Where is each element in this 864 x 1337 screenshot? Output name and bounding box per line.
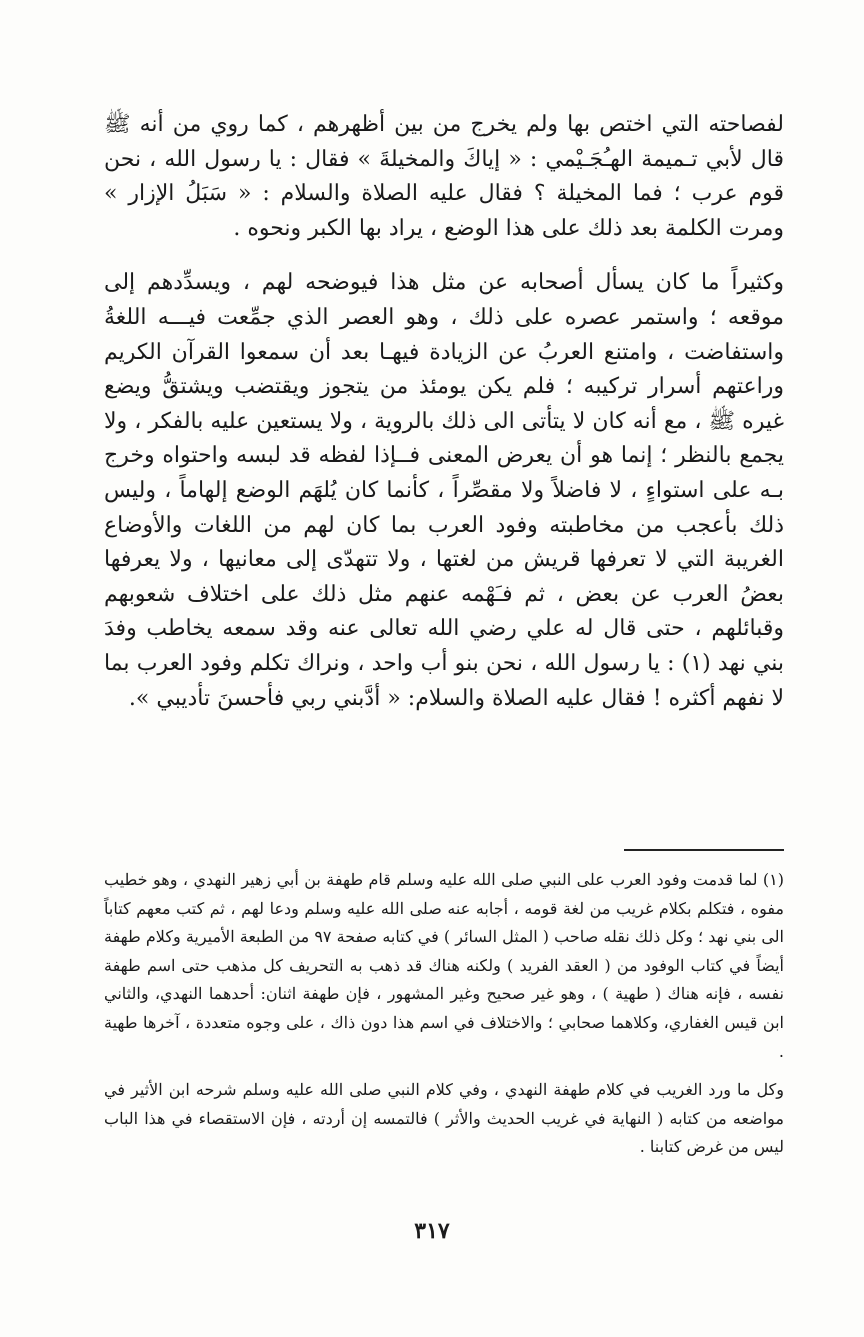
footnotes bbox=[104, 866, 784, 1162]
footnote-2: وكل ما ورد الغريب في كلام طهفة النهدي ، وفي كلام النبي صلى الله عليه وسلم شرحه ابن الأثير في مواضعه من كتابه ( النهاية في غريب الحديث والأثر ) فالتمسه إن أردته ، فإن الاستقصاء في هذا الباب ليس من غرض كتابنا . bbox=[104, 1080, 784, 1157]
footnote-divider bbox=[624, 849, 784, 851]
paragraph-2: وكثيراً ما كان يسأل أصحابه عن مثل هذا فيوضحه لهم ، ويسدِّدهم إلى موقعه ؛ واستمر عصره على ذلك ، وهو العصر الذي جمِّعت فيـــه اللغةُ واستفاضت ، وامتنع العربُ عن الزيادة فيهـا بعد أن سمعوا القرآن الكريم وراعتهم أسرار تركيبه ؛ فلم يكن يومئذ من يتجوز ويقتضب ويشتقُّ ويضع غيره ﷺ ، مع أنه كان لا يتأتى الى ذلك بالروية ، ولا يستعين عليه بالفكر ، ولا يجمع بالنظر ؛ إنما هو أن يعرض المعنى فــإذا لفظه قد لبسه واحتواه وخرج بـه على استواءٍ ، لا فاضلاً ولا مقصِّراً ، كأنما كان يُلهَم الوضع إلهاماً ، وليس ذلك بأعجب من مخاطبته وفود العرب بما كان لهم من اللغات والأوضاع الغريبة التي لا تعرفها قريش من لغتها ، ولا تتهدّى إلى معانيها ، ولا يعرفها بعضُ العرب عن بعض ، ثم فـَهْمه عنهم مثل ذلك على اختلاف شعوبهم وقبائلهم ، حتى قال له علي رضي الله تعالى عنه وقد سمعه يخاطب وفدَ بني نهد (١) : يا رسول الله ، نحن بنو أب واحد ، ونراك تكلم وفود العرب بما لا نفهم أكثره ! فقال عليه الصلاة والسلام: « أدَّبني ربي فأحسنَ تأديبي ». bbox=[104, 270, 784, 711]
main-text bbox=[104, 108, 784, 716]
paragraph-1: لفصاحته التي اختص بها ولم يخرج من بين أظهرهم ، كما روي من أنه ﷺ قال لأبي تـميمة الهـُجَـيْمي : « إياكَ والمخيلةَ » فقال : يا رسول الله ، نحن قوم عرب ؛ فما المخيلة ؟ فقال عليه الصلاة والسلام : « سَبَلُ الإزار » ومرت الكلمة بعد ذلك على هذا الوضع ، يراد بها الكبر ونحوه . bbox=[104, 112, 784, 241]
page-number: ٣١٧ bbox=[414, 1218, 450, 1244]
footnote-1: (١) لما قدمت وفود العرب على النبي صلى الله عليه وسلم قام طهفة بن أبي زهير النهدي ، وهو خطيب مفوه ، فتكلم بكلام غريب من لغة قومه ، أجابه عنه صلى الله عليه وسلم ودعا لهم ، ثم كتب معهم كتاباً الى بني نهد ؛ وكل ذلك نقله صاحب ( المثل السائر ) في كتابه صفحة ٩٧ من الطبعة الأميرية وكلام طهفة أيضاً في كتاب الوفود من ( العقد الفريد ) ولكنه هناك قد ذهب به التحريف كل مذهب حتى اسم طهفة نفسه ، فإنه هناك ( طهية ) ، وهو غير صحيح وغير المشهور ، فإن طهفة اثنان: أحدهما النهدي، والثاني ابن قيس الغفاري، وكلاهما صحابي ؛ والاختلاف في اسم هذا دون ذاك ، على وجوه متعددة ، آخرها طهية . bbox=[104, 870, 784, 1061]
